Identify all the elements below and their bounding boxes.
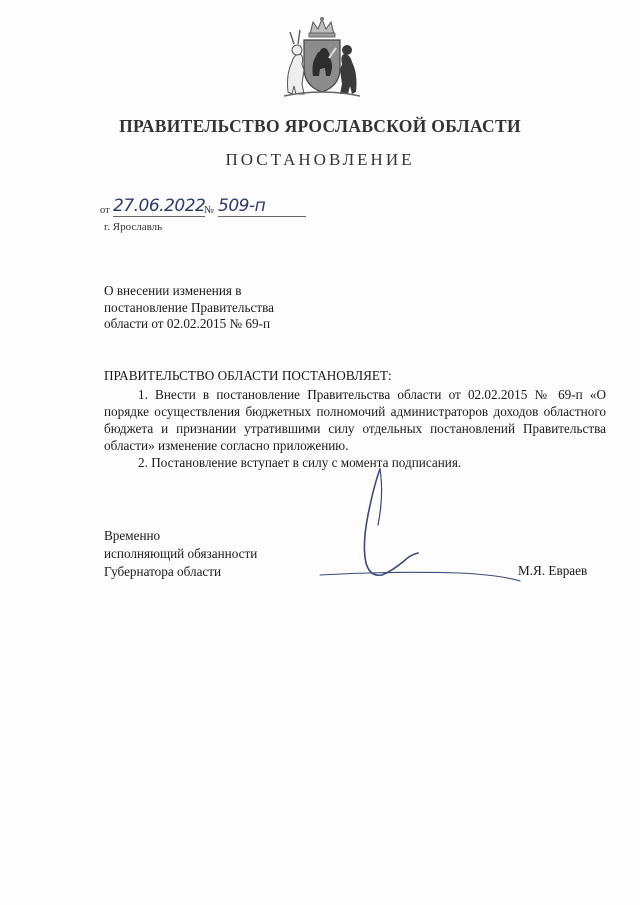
government-title: ПРАВИТЕЛЬСТВО ЯРОСЛАВСКОЙ ОБЛАСТИ	[119, 116, 521, 136]
signer-name: М.Я. Евраев	[518, 563, 588, 578]
signer-position-line: Губернатора области	[104, 564, 222, 579]
date-number-line	[100, 196, 320, 222]
number-prefix: №	[204, 205, 215, 216]
coat-of-arms-icon	[280, 14, 364, 100]
number-underline	[218, 216, 306, 217]
signer-position-line: Временно	[104, 528, 161, 543]
signer-position	[104, 527, 257, 581]
handwritten-signature	[300, 455, 540, 595]
date-prefix: от	[100, 205, 110, 216]
subject-block	[104, 283, 324, 333]
signer-position-line: исполняющий обязанности	[104, 546, 258, 561]
document-date: 27.06.2022	[113, 196, 206, 216]
paragraph-1: 1. Внести в постановление Правительства области от 02.02.2015 № 69-п «О порядке осуществления бюджетных полномочий администраторов доходов областного бюджета и признании утратившими силу отдельных постановлений Правительства области» изменение согласно приложению.	[104, 387, 606, 453]
decree-heading: ПРАВИТЕЛЬСТВО ОБЛАСТИ ПОСТАНОВЛЯЕТ:	[104, 368, 392, 383]
subject-line: О внесении изменения в	[104, 283, 242, 298]
paragraph-2: 2. Постановление вступает в силу с момента подписания.	[138, 455, 462, 470]
subject-line: области от 02.02.2015 № 69-п	[104, 316, 271, 331]
document-type: ПОСТАНОВЛЕНИЕ	[225, 150, 415, 169]
subject-line: постановление Правительства	[104, 299, 275, 315]
date-underline	[113, 216, 205, 217]
document-number: 509-п	[218, 196, 266, 216]
city: г. Ярославль	[104, 221, 163, 233]
